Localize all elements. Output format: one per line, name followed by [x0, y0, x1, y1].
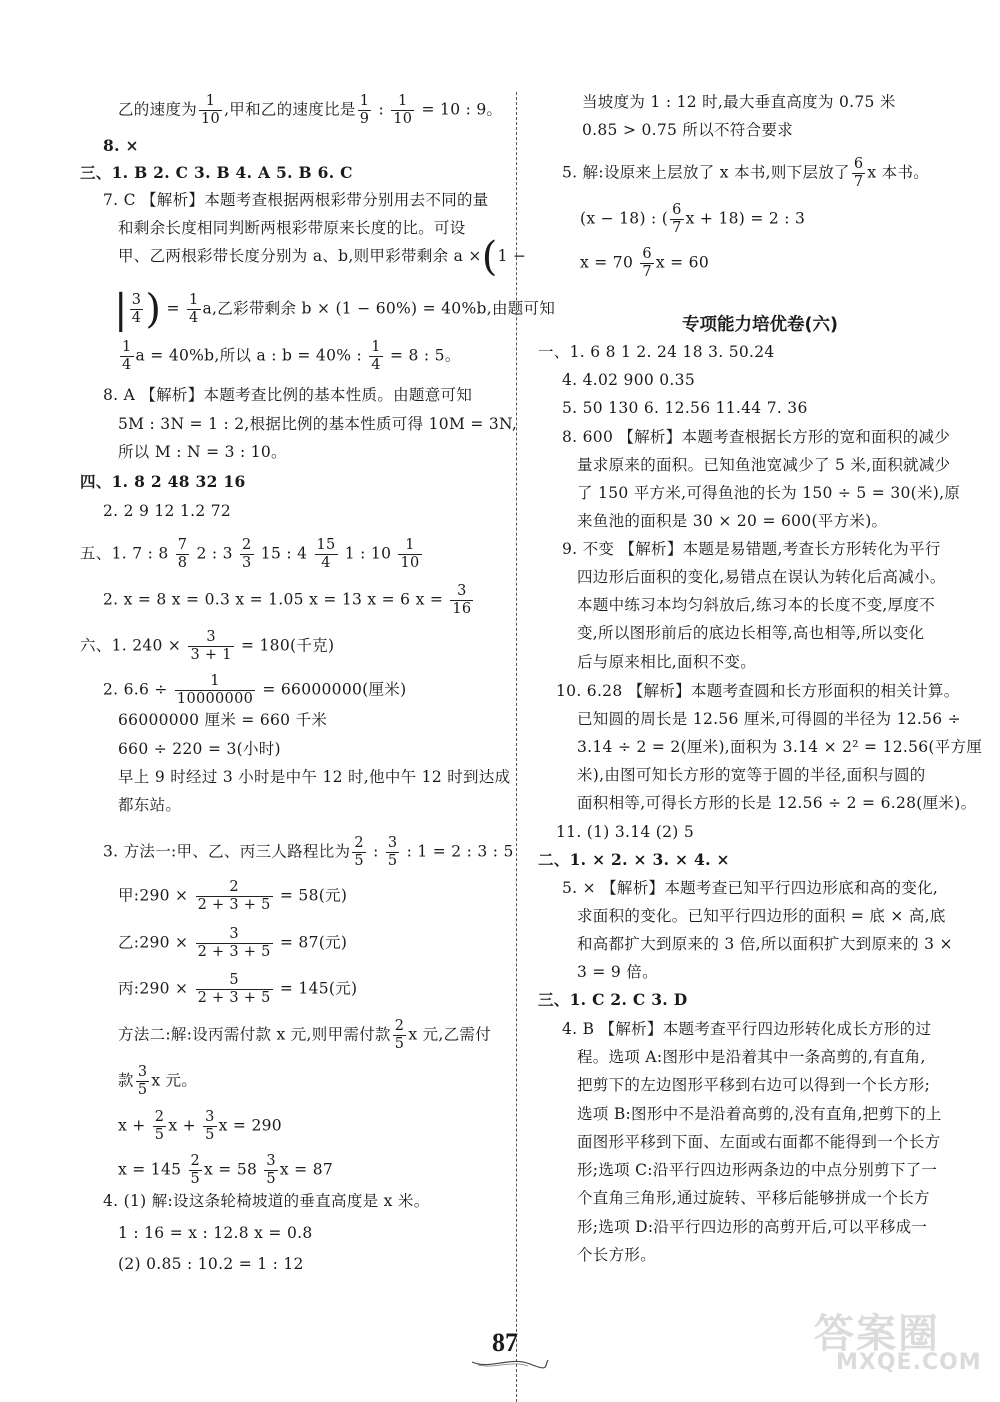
fraction: $\frac{1}{10000000}$ — [176, 673, 254, 707]
fraction: $\frac{2}{5}$ — [190, 1153, 201, 1187]
fraction: $\frac{3}{16}$ — [452, 583, 472, 617]
answer-line: 660 ÷ 220 = 3(小时) — [118, 740, 281, 758]
section-title: 专项能力培优卷(六) — [682, 315, 838, 335]
answer-line: 本题中练习本均匀斜放后,练习本的长度不变,厚度不 — [577, 596, 936, 614]
answer-line: 丙:290 × $\frac{5}{2 + 3 + 5}$ = 145(元) — [118, 972, 358, 1006]
answer-line: 乙的速度为 $\frac{1}{10}$ ,甲和乙的速度比是 $\frac{1}{9}$ : $\frac{1}{10}$ = 10 : 9。 — [118, 93, 503, 127]
fraction: $\frac{3}{5}$ — [205, 1109, 215, 1143]
answer-line: 3. 方法一:甲、乙、丙三人路程比为 $\frac{2}{5}$ : $\frac{3}{5}$ : 1 = 2 : 3 : 5 — [103, 835, 514, 869]
answer-line: 0.85 > 0.75 所以不符合要求 — [582, 121, 793, 139]
page-ornament-icon — [470, 1356, 550, 1370]
fraction: $\frac{3}{5}$ — [387, 835, 398, 869]
answer-line: 来鱼池的面积是 30 × 20 = 600(平方米)。 — [577, 512, 888, 530]
answer-line: 三、1. B 2. C 3. B 4. A 5. B 6. C — [80, 163, 353, 182]
fraction: $\frac{2}{5}$ — [154, 1109, 165, 1143]
answer-line: 个直角三角形,通过旋转、平移后能够拼成一个长方 — [577, 1189, 930, 1207]
answer-line: 66000000 厘米 = 660 千米 — [118, 711, 328, 729]
answer-line: 变,所以图形前后的底边长相等,高也相等,所以变化 — [577, 624, 925, 642]
answer-line: 形;选项 C:沿平行四边形两条边的中点分别剪下了一 — [577, 1161, 938, 1179]
fraction: $\frac{3}{3 + 1}$ — [190, 629, 232, 663]
fraction: $\frac{2}{3}$ — [242, 537, 252, 571]
answer-line: (x − 18) : ( $\frac{6}{7}$ x + 18) = 2 : 3 — [580, 202, 806, 236]
answer-line: 4. 4.02 900 0.35 — [562, 371, 695, 389]
fraction: $\frac{1}{10}$ — [393, 93, 413, 127]
fraction: $\frac{5}{2 + 3 + 5}$ — [197, 972, 271, 1006]
answer-line: 了 150 平方米,可得鱼池的长为 150 ÷ 5 = 30(米),原 — [577, 484, 961, 502]
answer-line: 四边形后面积的变化,易错点在误认为转化后高减小。 — [577, 568, 946, 586]
fraction: $\frac{15}{4}$ — [316, 537, 336, 571]
answer-line: 都东站。 — [118, 796, 182, 814]
answer-line: x + $\frac{2}{5}$ x + $\frac{3}{5}$ x = 290 — [118, 1109, 282, 1143]
answer-line: 一、1. 6 8 1 2. 24 18 3. 50.24 — [538, 343, 775, 361]
answer-line: 11. (1) 3.14 (2) 5 — [556, 823, 695, 841]
answer-line: 2. 6.6 ÷ $\frac{1}{10000000}$ = 66000000(厘米) — [103, 673, 407, 707]
answer-line: | $\frac{3}{4}$ ) = $\frac{1}{4}$ a,乙彩带剩余 b × (1 − 60%) = 40%b,由题可知 — [114, 286, 556, 333]
fraction: $\frac{1}{4}$ — [122, 339, 132, 373]
answer-line: 选项 B:图形中不是沿着高剪的,没有直角,把剪下的上 — [577, 1105, 942, 1123]
fraction: $\frac{6}{7}$ — [853, 156, 864, 190]
fraction: $\frac{3}{5}$ — [266, 1153, 276, 1187]
answer-line: x = 70 $\frac{6}{7}$ x = 60 — [580, 246, 709, 280]
answer-line: 三、1. C 2. C 3. D — [538, 990, 688, 1009]
answer-line: 面图形平移到下面、左面或右面都不能得到一个长方 — [577, 1133, 941, 1151]
fraction: $\frac{1}{10}$ — [400, 537, 420, 571]
answer-line: 五、1. 7 : 8 $\frac{7}{8}$ 2 : 3 $\frac{2}{3}$ 15 : 4 $\frac{15}{4}$ 1 : 10 $\frac{1}{10}$ — [80, 537, 420, 571]
watermark — [810, 1306, 998, 1378]
answer-line: 早上 9 时经过 3 小时是中午 12 时,他中午 12 时到达成 — [118, 768, 511, 786]
answer-line: 乙:290 × $\frac{3}{2 + 3 + 5}$ = 87(元) — [118, 926, 348, 960]
answer-line: 后与原来相比,面积不变。 — [577, 653, 757, 671]
answer-line: 2. 2 9 12 1.2 72 — [103, 502, 232, 520]
answer-line: 1 : 16 = x : 12.8 x = 0.8 — [118, 1224, 313, 1242]
answer-line: 四、1. 8 2 48 32 16 — [80, 472, 246, 491]
answer-line: 已知圆的周长是 12.56 厘米,可得圆的半径为 12.56 ÷ — [577, 710, 961, 728]
answer-line: 9. 不变 【解析】本题是易错题,考查长方形转化为平行 — [562, 540, 941, 558]
fraction: $\frac{6}{7}$ — [642, 246, 652, 280]
answer-line: 4. B 【解析】本题考查平行四边形转化成长方形的过 — [562, 1020, 932, 1038]
answer-line: 当坡度为 1 : 12 时,最大垂直高度为 0.75 米 — [582, 93, 896, 111]
answer-line: 方法二:解:设丙需付款 x 元,则甲需付款 $\frac{2}{5}$ x 元,乙需付 — [118, 1018, 492, 1052]
fraction: $\frac{1}{9}$ — [359, 93, 370, 127]
fraction: $\frac{3}{2 + 3 + 5}$ — [197, 926, 271, 960]
answer-line: 甲、乙两根彩带长度分别为 a、b,则甲彩带剩余 a ×(1 − — [118, 234, 527, 280]
answer-line: 7. C 【解析】本题考查根据两根彩带分别用去不同的量 — [103, 191, 489, 209]
answer-line: 4. (1) 解:设这条轮椅坡道的垂直高度是 x 米。 — [103, 1192, 430, 1210]
answer-line: 3 = 9 倍。 — [577, 963, 658, 981]
fraction: $\frac{1}{4}$ — [188, 292, 199, 326]
answer-line: 面积相等,可得长方形的长是 12.56 ÷ 2 = 6.28(厘米)。 — [577, 794, 977, 812]
answer-line: 把剪下的左边图形平移到右边可以得到一个长方形; — [577, 1076, 931, 1094]
answer-line: 5. × 【解析】本题考查已知平行四边形底和高的变化, — [562, 879, 939, 897]
answer-line: 款 $\frac{3}{5}$ x 元。 — [118, 1064, 198, 1098]
answer-line: 2. x = 8 x = 0.3 x = 1.05 x = 13 x = 6 x = $\frac{3}{16}$ — [103, 583, 472, 617]
fraction: $\frac{2}{5}$ — [394, 1018, 405, 1052]
answer-line: 8. 600 【解析】本题考查根据长方形的宽和面积的减少 — [562, 428, 951, 446]
answer-line: 5. 解:设原来上层放了 x 本书,则下层放了 $\frac{6}{7}$ x 本书。 — [562, 156, 930, 190]
answer-line: 3.14 ÷ 2 = 2(厘米),面积为 3.14 × 2² = 12.56(平方厘 — [577, 738, 983, 756]
answer-line: 和剩余长度相同判断两根彩带原来长度的比。可设 — [118, 219, 466, 237]
answer-line: 六、1. 240 × $\frac{3}{3 + 1}$ = 180(千克) — [80, 629, 335, 663]
watermark-url: MXQE.COM — [836, 1350, 982, 1375]
answer-line: 10. 6.28 【解析】本题考查圆和长方形面积的相关计算。 — [556, 682, 960, 700]
answer-line: 和高都扩大到原来的 3 倍,所以面积扩大到原来的 3 × — [577, 935, 953, 953]
answer-line: 形;选项 D:沿平行四边形的高剪开后,可以平移成一 — [577, 1218, 928, 1236]
answer-line: 个长方形。 — [577, 1246, 657, 1264]
answer-line: 米),由图可知长方形的宽等于圆的半径,面积与圆的 — [577, 766, 926, 784]
answer-line: x = 145 $\frac{2}{5}$ x = 58 $\frac{3}{5}$ x = 87 — [118, 1153, 334, 1187]
page-number: 87 — [492, 1328, 518, 1357]
answer-line: 二、1. × 2. × 3. × 4. × — [538, 850, 730, 869]
column-divider — [516, 92, 517, 1402]
watermark-logo: 答案圈 — [814, 1311, 940, 1357]
fraction: $\frac{2}{2 + 3 + 5}$ — [197, 879, 271, 913]
answer-line: 求面积的变化。已知平行四边形的面积 = 底 × 高,底 — [577, 907, 946, 925]
answer-line: $\frac{1}{4}$ a = 40%b,所以 a : b = 40% : $\frac{1}{4}$ = 8 : 5。 — [122, 339, 461, 373]
answer-line: 所以 M : N = 3 : 10。 — [118, 443, 287, 461]
answer-line: 程。选项 A:图形中是沿着其中一条高剪的,有直角, — [577, 1048, 926, 1066]
answer-line: 量求原来的面积。已知鱼池宽减少了 5 米,面积就减少 — [577, 456, 951, 474]
fraction: $\frac{7}{8}$ — [177, 537, 188, 571]
answer-line: 甲:290 × $\frac{2}{2 + 3 + 5}$ = 58(元) — [118, 879, 348, 913]
fraction: $\frac{1}{10}$ — [201, 93, 221, 127]
fraction: $\frac{1}{4}$ — [371, 339, 381, 373]
fraction: $\frac{3}{4}$ — [131, 292, 142, 326]
fraction: $\frac{6}{7}$ — [672, 202, 682, 236]
fraction: $\frac{3}{5}$ — [137, 1064, 148, 1098]
answer-line: (2) 0.85 : 10.2 = 1 : 12 — [118, 1255, 304, 1273]
answer-line: 8. A 【解析】本题考查比例的基本性质。由题意可知 — [103, 386, 473, 404]
answer-line: 5M : 3N = 1 : 2,根据比例的基本性质可得 10M = 3N, — [118, 415, 518, 433]
answer-line: 5. 50 130 6. 12.56 11.44 7. 36 — [562, 399, 808, 417]
answer-line: 8. × — [103, 136, 139, 155]
fraction: $\frac{2}{5}$ — [354, 835, 364, 869]
